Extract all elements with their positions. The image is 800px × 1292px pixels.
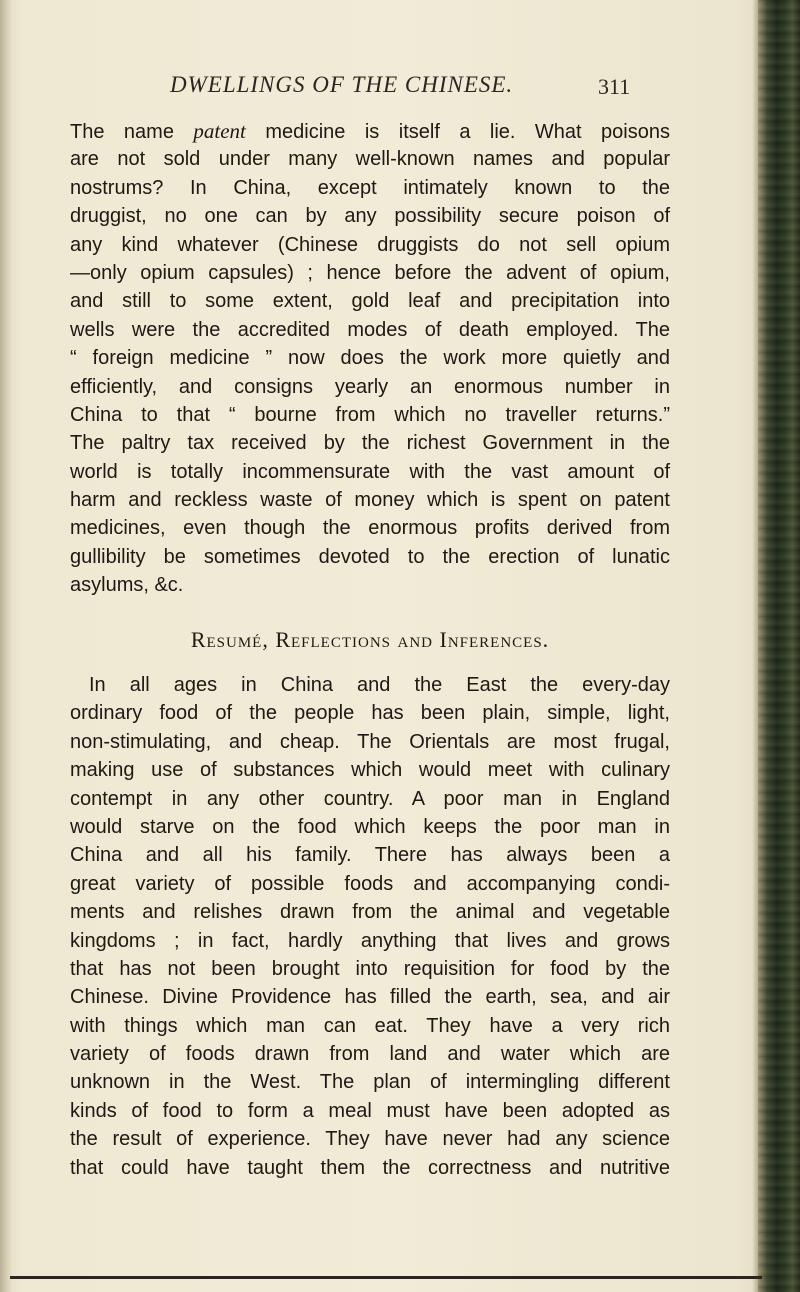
text-line: The paltry tax received by the richest Government in the [70,432,670,455]
text-line: gullibility be sometimes devoted to the erection of lunatic [70,545,670,568]
running-head-title: DWELLINGS OF THE CHINESE. [170,72,514,97]
text-line: with things which man can eat. They have a very rich [70,1014,670,1037]
text-line: any kind whatever (Chinese druggists do not sell opium [70,233,670,256]
text-line: that could have taught them the correctness and nutritive [70,1156,670,1179]
text-line: world is totally incommensurate with the vast amount of [70,460,670,483]
text-line: efficiently, and consigns yearly an enormous number in [70,375,670,398]
text-line: would starve on the food which keeps the poor man in [70,815,670,838]
text-line: harm and reckless waste of money which is spent on patent [70,489,670,512]
paragraph-chinese-food [70,671,670,1182]
emphasis-patent: patent [193,119,246,143]
text-line: wells were the accredited modes of death employed. The [70,318,670,341]
text-line: nostrums? In China, except intimately known to the [70,176,670,199]
text-line: the result of experience. They have never had any science [70,1128,670,1151]
text-line: ments and relishes drawn from the animal and vegetable [70,901,670,924]
text-line: The name patent medicine is itself a lie. What poisons [70,119,670,143]
text-line: unknown in the West. The plan of intermingling different [70,1071,670,1094]
text-line: variety of foods drawn from land and water which are [70,1043,670,1066]
text-line: are not sold under many well-known names and popular [70,148,670,171]
text-line: great variety of possible foods and accompanying condi- [70,872,670,895]
text-line: that has not been brought into requisition for food by the [70,957,670,980]
page-left-edge [0,0,12,1292]
section-heading: Resumé, Reflections and Inferences. [190,627,550,652]
text-line: druggist, no one can by any possibility secure poison of [70,205,670,228]
running-header [70,72,670,102]
text-line: China to that “ bourne from which no traveller returns.” [70,403,670,426]
text-line: non-stimulating, and cheap. The Orientals are most frugal, [70,730,670,753]
page-number: 311 [598,74,631,99]
text-line: kingdoms ; in fact, hardly anything that lives and grows [70,929,670,952]
text-line: —only opium capsules) ; hence before the advent of opium, [70,261,670,284]
text-line: and still to some extent, gold leaf and precipitation into [70,290,670,313]
text-line: China and all his family. There has always been a [70,844,670,867]
text-line: kinds of food to form a meal must have been adopted as [70,1099,670,1122]
text-line: “ foreign medicine ” now does the work more quietly and [70,347,670,370]
text-line: making use of substances which would meet with culinary [70,759,670,782]
text-line: contempt in any other country. A poor man in England [70,787,670,810]
text-line: medicines, even though the enormous profits derived from [70,517,670,540]
text-line: asylums, &c. [70,574,184,597]
text-line: ordinary food of the people has been plain, simple, light, [70,702,670,725]
bottom-page-edge [10,1276,762,1279]
text-line: In all ages in China and the East the every-day [89,674,670,696]
text-line: Chinese. Divine Providence has filled the earth, sea, and air [70,986,670,1009]
book-spine [758,0,800,1292]
paragraph-patent-medicine [70,117,670,600]
